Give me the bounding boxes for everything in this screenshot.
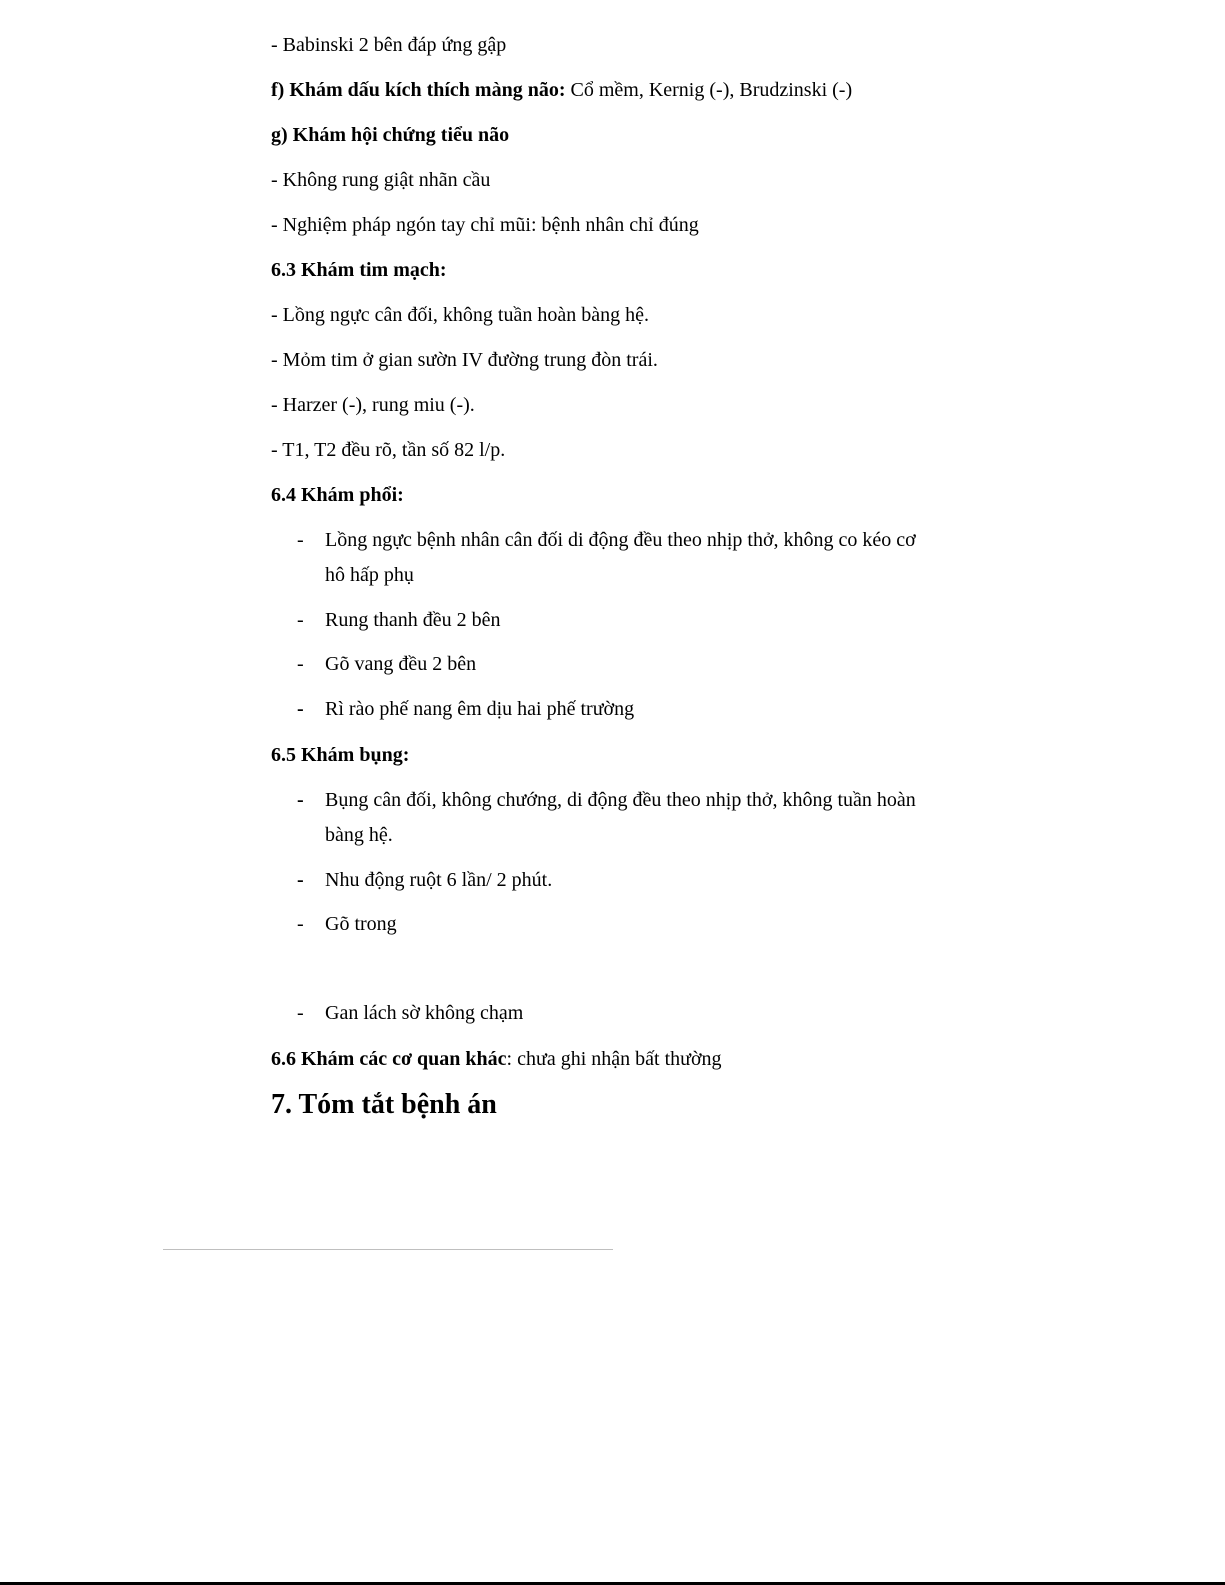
cardio-item-1: - Lồng ngực cân đối, không tuần hoàn bàng hệ. [271,304,649,326]
abdomen-item-1-line-1: Bụng cân đối, không chướng, di động đều theo nhịp thở, không tuần hoàn [325,789,916,811]
section-6-6-label: 6.6 Khám các cơ quan khác [271,1048,507,1070]
bullet-dash: - [297,529,304,551]
bullet-dash: - [297,698,304,720]
meningeal-signs-text: Cổ mềm, Kernig (-), Brudzinski (-) [565,79,853,101]
lung-item-1-line-2: hô hấp phụ [325,564,414,586]
bullet-dash: - [297,913,304,935]
section-7-heading: 7. Tóm tắt bệnh án [271,1089,497,1120]
babinski-line: - Babinski 2 bên đáp ứng gập [271,34,507,56]
abdomen-item-2: Nhu động ruột 6 lần/ 2 phút. [325,869,553,891]
meningeal-signs-label: f) Khám dấu kích thích màng não: [271,79,566,101]
cerebellar-heading: g) Khám hội chứng tiểu não [271,124,510,146]
bullet-dash: - [297,789,304,811]
cerebellar-item-2: - Nghiệm pháp ngón tay chỉ mũi: bệnh nhân chỉ đúng [271,214,699,236]
abdomen-item-1-line-2: bàng hệ. [325,824,393,846]
cardio-item-4: - T1, T2 đều rõ, tần số 82 l/p. [271,439,506,461]
bullet-dash: - [297,653,304,675]
section-6-4-heading: 6.4 Khám phổi: [271,484,404,506]
lung-item-4: Rì rào phế nang êm dịu hai phế trường [325,698,635,720]
cardio-item-2: - Mỏm tim ở gian sườn IV đường trung đòn trái. [271,349,658,371]
section-6-6-text: : chưa ghi nhận bất thường [506,1048,722,1070]
section-6-3-heading: 6.3 Khám tim mạch: [271,259,447,281]
cerebellar-item-1: - Không rung giật nhãn cầu [271,169,491,191]
section-6-5-heading: 6.5 Khám bụng: [271,744,410,766]
bullet-dash: - [297,869,304,891]
footnote-separator [163,1249,613,1250]
abdomen-item-4: Gan lách sờ không chạm [325,1002,524,1024]
cardio-item-3: - Harzer (-), rung miu (-). [271,394,475,416]
bullet-dash: - [297,1002,304,1024]
section-6-6-line [271,1047,722,1071]
abdomen-item-3: Gõ trong [325,913,397,935]
lung-item-3: Gõ vang đều 2 bên [325,653,477,675]
lung-item-2: Rung thanh đều 2 bên [325,609,501,631]
meningeal-signs-line [271,78,852,102]
bullet-dash: - [297,609,304,631]
lung-item-1-line-1: Lồng ngực bệnh nhân cân đối di động đều theo nhịp thở, không co kéo cơ [325,529,916,551]
